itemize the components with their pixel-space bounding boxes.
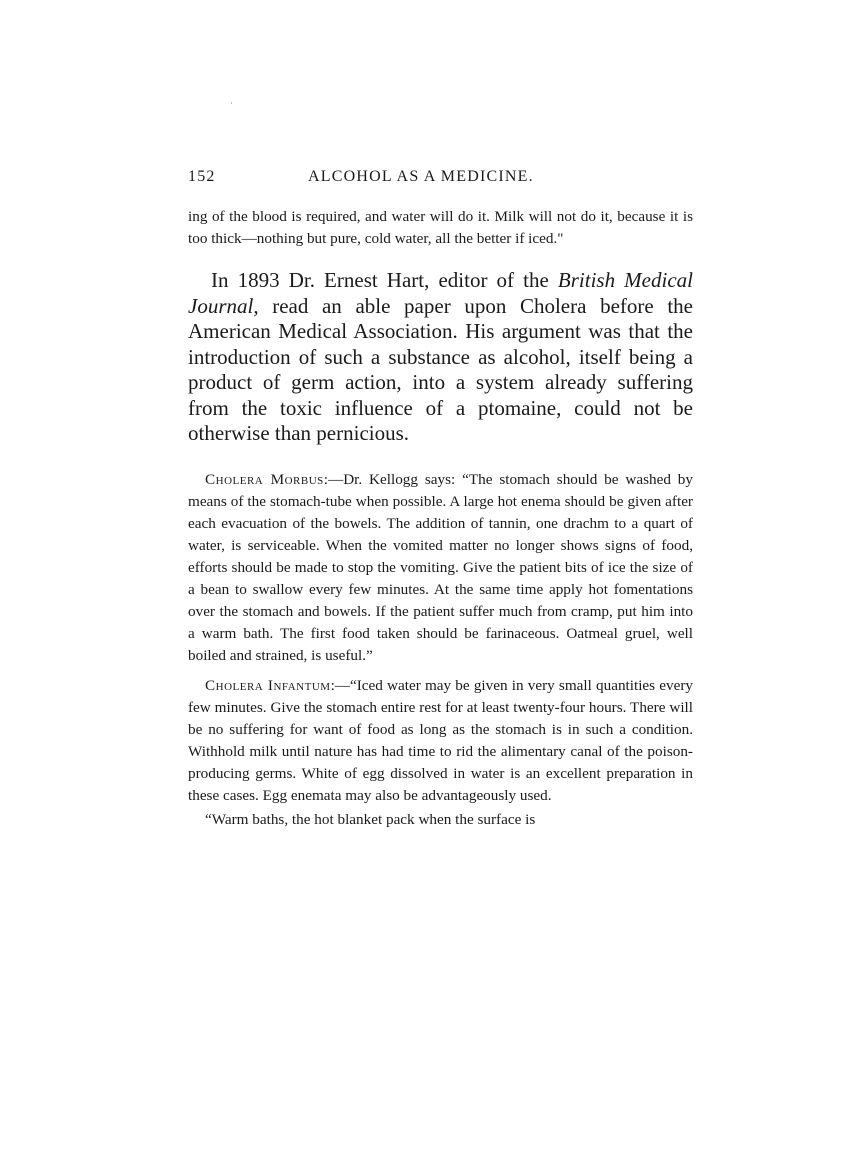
cholera-infantum-paragraph bbox=[188, 675, 693, 807]
page-number: 152 bbox=[188, 168, 216, 185]
running-title: ALCOHOL AS A MEDICINE. bbox=[308, 168, 534, 185]
cholera-morbus-paragraph bbox=[188, 469, 693, 667]
book-page bbox=[188, 168, 693, 831]
hart-text-after: read an able paper upon Cholera before the American Medical Association. His argument was that the introduction of such a substance as alcohol, itself being a product of germ action, into a system already suffering from the toxic influence of a ptomaine, could not be otherwise than pernicious. bbox=[188, 293, 693, 445]
scan-speck bbox=[231, 102, 232, 104]
hart-text-before: In 1893 Dr. Ernest Hart, editor of the bbox=[211, 268, 558, 292]
journal-title: British Medical Journal, bbox=[188, 268, 693, 318]
running-header bbox=[188, 168, 693, 194]
warm-baths-paragraph: “Warm baths, the hot blanket pack when the surface is bbox=[205, 810, 536, 828]
hart-paragraph bbox=[188, 268, 693, 447]
cholera-infantum-heading: Cholera Infantum bbox=[205, 676, 331, 694]
cholera-morbus-heading: Cholera Morbus bbox=[205, 470, 324, 488]
cholera-morbus-text: :—Dr. Kellogg says: “The stomach should be washed by means of the stomach-tube when possible. A large hot enema should be given after each evacuation of the bowels. The addition of tannin, one drachm to a quart of water, is serviceable. When the vomited matter no longer shows signs of food, efforts should be made to stop the vomiting. Give the patient bits of ice the size of a bean to swallow every few minutes. At the same time apply hot fomentations over the stomach and bowels. If the patient suffer much from cramp, put him into a warm bath. The first food taken should be farinaceous. Oatmeal gruel, well boiled and strained, is useful.” bbox=[188, 470, 693, 664]
cholera-infantum-text: :—“Iced water may be given in very small quantities every few minutes. Give the stomach entire rest for at least twenty-four hours. There will be no suffering for want of food as long as the stomach is in such a condition. Withhold milk until nature has had time to rid the alimentary canal of the poison-producing germs. White of egg dissolved in water is an excellent preparation in these cases. Egg enemata may also be advantageously used. bbox=[188, 676, 693, 804]
continuation-paragraph: ing of the blood is required, and water will do it. Milk will not do it, because it is too thick—nothing but pure, cold water, all the better if iced." bbox=[188, 208, 693, 247]
